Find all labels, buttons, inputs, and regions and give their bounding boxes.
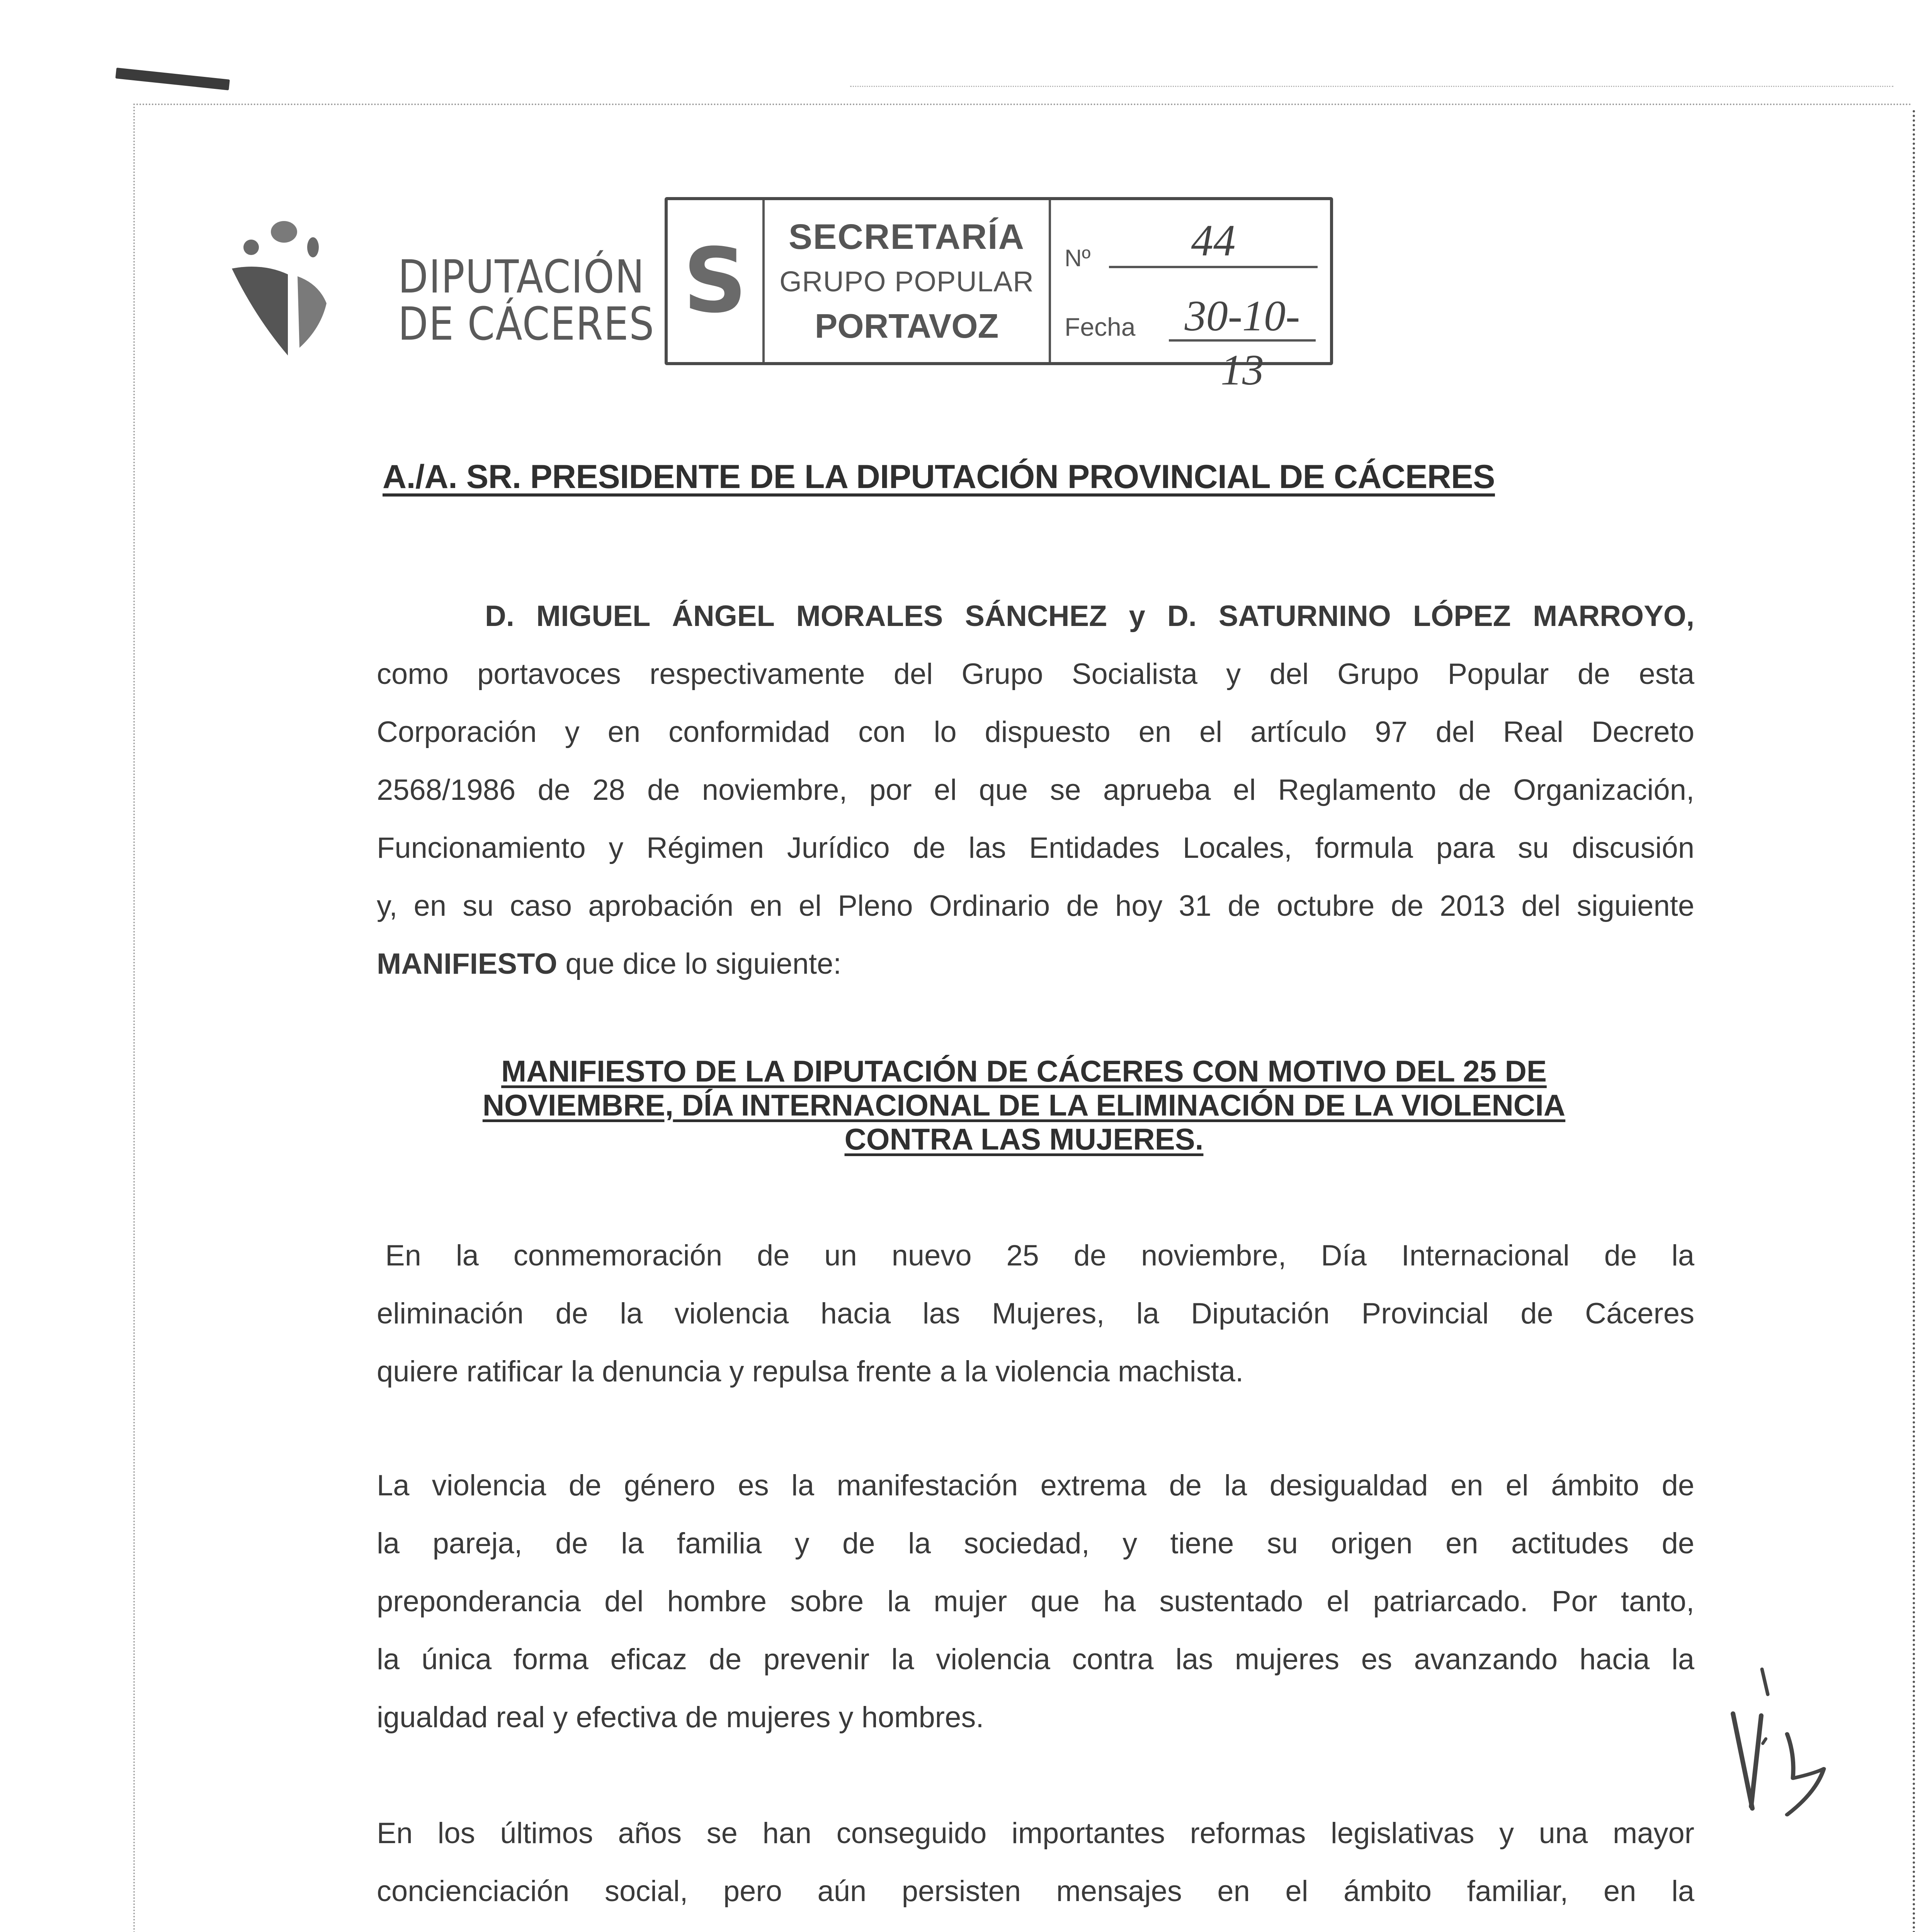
logo-text	[398, 250, 655, 350]
stamp-number-value: 44	[1109, 216, 1318, 268]
logo-line-2: DE CÁCERES	[398, 297, 655, 350]
intro-line: D. MIGUEL ÁNGEL MORALES SÁNCHEZ y D. SATURNINO LÓPEZ MARROYO,	[485, 600, 1694, 633]
logo-shape-right	[298, 276, 327, 348]
body-line: eliminación de la violencia hacia las Mujeres, la Diputación Provincial de Cáceres	[377, 1297, 1694, 1330]
stamp-line-secretaria: SECRETARÍA	[788, 217, 1025, 257]
handwritten-initials-signature	[1716, 1658, 1862, 1820]
intro-paragraph	[377, 587, 1694, 993]
stamp-date-label: Fecha	[1065, 313, 1136, 341]
page-border-top	[133, 104, 1913, 105]
body-paragraph-3	[377, 1804, 1694, 1932]
body-line: En la conmemoración de un nuevo 25 de noviembre, Día Internacional de la	[385, 1239, 1694, 1272]
stamp-line-grupo: GRUPO POPULAR	[779, 265, 1034, 298]
logo-dot-left	[243, 240, 259, 255]
logo-line-1: DIPUTACIÓN	[398, 250, 645, 303]
manifesto-title-line: NOVIEMBRE, DÍA INTERNACIONAL DE LA ELIMINACIÓN DE LA VIOLENCIA	[482, 1088, 1566, 1122]
manifesto-title	[386, 1054, 1662, 1156]
diputacion-logo-icon	[216, 201, 379, 363]
body-line: En los últimos años se han conseguido importantes reformas legislativas y una mayor	[377, 1817, 1694, 1850]
scan-mark	[116, 68, 230, 90]
page-border-left	[133, 104, 135, 1932]
scan-edge-line	[850, 86, 1893, 87]
manifesto-title-line: CONTRA LAS MUJERES.	[844, 1122, 1204, 1156]
intro-line: Funcionamiento y Régimen Jurídico de las Entidades Locales, formula para su discusión	[377, 832, 1694, 864]
intro-line-last	[377, 935, 1694, 993]
registry-stamp	[665, 197, 1333, 394]
body-paragraph-1	[377, 1227, 1694, 1401]
logo-dot-right	[307, 237, 319, 257]
stamp-department	[765, 200, 1051, 362]
logo-dot-center	[271, 221, 297, 243]
logo-shape-left	[232, 267, 288, 355]
body-line: preponderancia del hombre sobre la mujer que ha sustentado el patriarcado. Por tanto,	[377, 1585, 1694, 1618]
stamp-register-fields	[1051, 200, 1330, 394]
body-line: quiere ratificar la denuncia y repulsa frente a la violencia machista.	[377, 1355, 1244, 1388]
stamp-line-portavoz: PORTAVOZ	[815, 306, 999, 345]
body-line: la pareja, de la familia y de la sociedad, y tiene su origen en actitudes de	[377, 1527, 1694, 1560]
body-paragraph-2	[377, 1457, 1694, 1747]
manifesto-title-line: MANIFIESTO DE LA DIPUTACIÓN DE CÁCERES CON MOTIVO DEL 25 DE	[501, 1054, 1547, 1088]
stamp-s-emblem	[668, 200, 765, 362]
stamp-date-value: 30-10-13	[1169, 289, 1316, 342]
intro-line-rest: que dice lo siguiente:	[557, 947, 842, 980]
stamp-number-label: Nº	[1065, 245, 1091, 272]
stamp-s-letter: S	[683, 229, 747, 333]
manifiesto-keyword: MANIFIESTO	[377, 947, 558, 980]
intro-line: Corporación y en conformidad con lo dispuesto en el artículo 97 del Real Decreto	[377, 716, 1694, 748]
body-line: igualdad real y efectiva de mujeres y hombres.	[377, 1701, 984, 1734]
body-line: la única forma eficaz de prevenir la violencia contra las mujeres es avanzando hacia la	[377, 1643, 1694, 1676]
intro-line: 2568/1986 de 28 de noviembre, por el que se aprueba el Reglamento de Organización,	[377, 774, 1694, 806]
body-line	[377, 1920, 1694, 1932]
intro-line: y, en su caso aprobación en el Pleno Ordinario de hoy 31 de octubre de 2013 del siguiente	[377, 889, 1694, 922]
body-line: La violencia de género es la manifestación extrema de la desigualdad en el ámbito de	[377, 1469, 1694, 1502]
page-border-right	[1913, 110, 1915, 1932]
body-line: concienciación social, pero aún persisten mensajes en el ámbito familiar, en la	[377, 1875, 1694, 1908]
addressee-heading: A./A. SR. PRESIDENTE DE LA DIPUTACIÓN PROVINCIAL DE CÁCERES	[383, 458, 1495, 495]
intro-line: como portavoces respectivamente del Grupo Socialista y del Grupo Popular de esta	[377, 658, 1694, 690]
